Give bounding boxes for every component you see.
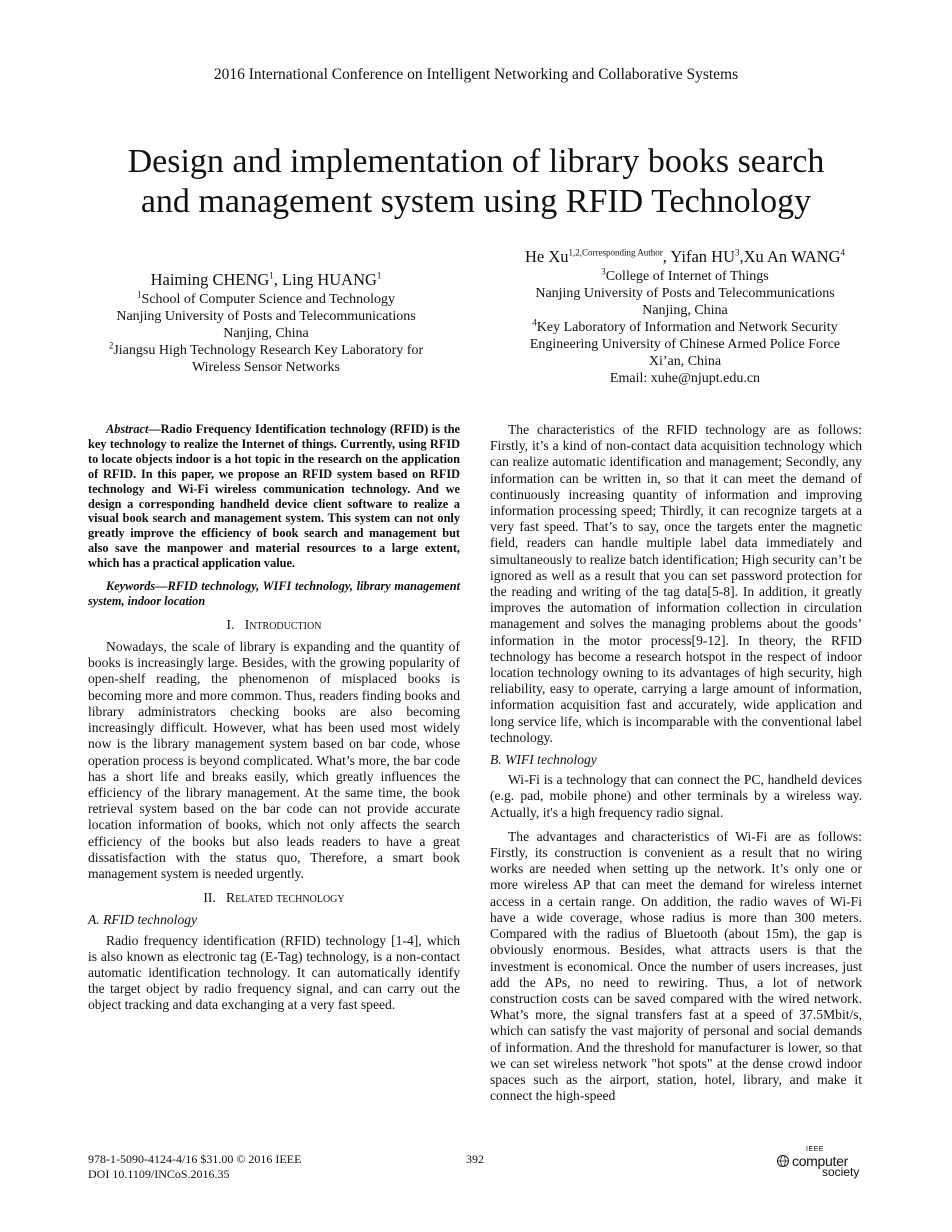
subsection-heading-wifi: B. WIFI technology: [490, 752, 597, 768]
affiliation-3-university: Nanjing University of Posts and Telecommunications: [535, 286, 835, 301]
authors-right-block: [495, 246, 875, 387]
affiliation-2: $^2$Jiangsu High Technology Research Key Laboratory for: [108, 340, 424, 358]
author-email: Email: xuhe@njupt.edu.cn: [609, 371, 761, 386]
rfid-characteristics-paragraph: The characteristics of the RFID technology are as follows: Firstly, it’s a kind of non-contact data acquisition technology which can realize automatic identification and management; Secondly, any information can be written in, so that it can meet the demand of continuously increasing quantity of information and improving information processing speed; Thirdly, it can recognize targets at a very fast speed. That’s to say, once the targets enter the magnetic field, readers can handle multiple label data immediately and simultaneously to realize batch identification; High security can’t be ignored as well as a result that you can set password protection for the reading and writing of the tag data[5-8]. In addition, it greatly improves the automation of information collection in circulation management and solves the managing problems about the goods’ information in the motor process[9-12]. In theory, the RFID technology has become a research hotspot in the respect of indoor location technology owning to its advantages of high security, high reliability, easy to operate, carrying a large amount of information, information acquisition fast and accurately, wide application and long service life, which is incomparable with the conventional label technology.: [490, 422, 862, 745]
logo-ieee-text: IEEE: [806, 1146, 824, 1153]
authors-left-block: [96, 269, 436, 376]
footer-doi: DOI 10.1109/INCoS.2016.35: [88, 1167, 230, 1181]
page-number: 392: [466, 1152, 484, 1166]
affiliation-2-line2: Wireless Sensor Networks: [192, 360, 340, 375]
wifi-paragraph-2: The advantages and characteristics of Wi-Fi are as follows: Firstly, its construction is convenient as a result that no wiring works are needed when setting up the network. It’s only one or more wireless AP that can meet the demand for wireless internet access in a certain range. On addition, the radio waves of Wi-Fi have a wide coverage, whose radius is more than 300 meters. Compared with the radius of Bluetooth (about 15m), the gap is obviously enormous. Besides, what attracts users is that the investment is economical. Once the number of users increases, just add the APs, no need to rewiring. Thus, a lot of network construction costs can be saved compared with the wired network. What’s more, the signal transfers fast at a speed of 37.5Mbit/s, which can satisfy the vast majority of personal and social demands of information. And the threshold for manufacturer is lower, so that we can set wireless network "hot spots" at the dense crowd indoor spaces such as the airport, station, hotel, library, and make it connect the high-speed: [490, 828, 862, 1104]
title-line-2: and management system using RFID Technology: [140, 183, 812, 220]
affiliation-4-line2: Engineering University of Chinese Armed Police Force: [529, 337, 841, 352]
affiliation-3: $^3$College of Internet of Things: [601, 266, 769, 284]
section-heading-related: II. Related technology: [203, 890, 345, 906]
logo-society-text: society: [822, 1165, 860, 1179]
abstract: Abstract—Radio Frequency Identification technology (RFID) is the key technology to realize the Internet of things. Currently, using RFID to locate objects indoor is a hot topic in the research on the application of RFID. In this paper, we propose an RFID system based on RFID technology and Wi-Fi wireless communication technology. And we design a corresponding handheld device client software to realize a visual book search and management system. This system can not only greatly improve the efficiency of book search and management but also save the manpower and material resources to a large extent, which has a practical application value.: [88, 422, 460, 571]
wifi-paragraph-1: Wi-Fi is a technology that can connect the PC, handheld devices (e.g. pad, mobile phone) and other terminals by a wireless way. Actually, it's a high frequency radio signal.: [490, 772, 862, 820]
affiliation-4: $^4$Key Laboratory of Information and Network Security: [532, 317, 838, 335]
authors-right-names: He $Xu^{1,2,Corresponding Author}$, Yifan $HU^3,Xu$ An WANG$^4$: [524, 247, 846, 266]
conference-header: 2016 International Conference on Intelligent Networking and Collaborative Systems: [213, 66, 739, 83]
rfid-paragraph: Radio frequency identification (RFID) technology [1-4], which is also known as electronic tag (E-Tag) technology, is a non-contact automatic identification technology. It can automatically identify the target object by radio frequency signal, and can carry out the object tracking and data exchanging at a very fast speed.: [88, 932, 460, 1013]
section-heading-introduction: I. Introduction: [226, 616, 322, 632]
footer-left: [88, 1152, 301, 1182]
logo-globe-icon: [776, 1154, 790, 1168]
affiliation-1-city: Nanjing, China: [223, 326, 309, 341]
authors-left-names: Haiming CHENG$^1$, Ling HUANG$^1$: [150, 270, 382, 289]
keywords: Keywords—RFID technology, WIFI technology, library management system, indoor location: [88, 579, 460, 608]
paper-title: [60, 142, 892, 222]
affiliation-4-city: Xi’an, China: [648, 354, 722, 369]
left-column: [88, 422, 460, 1014]
affiliation-1-university: Nanjing University of Posts and Telecommunications: [116, 309, 416, 324]
subsection-heading-rfid: A. RFID technology: [88, 912, 198, 928]
affiliation-1: $^1$School of Computer Science and Technology: [137, 289, 395, 307]
title-line-1: Design and implementation of library books search: [127, 143, 825, 180]
footer-isbn: 978-1-5090-4124-4/16 $31.00 © 2016 IEEE: [88, 1152, 302, 1166]
right-column: [490, 422, 862, 1104]
logo-computer-text: computer: [792, 1153, 848, 1169]
ieee-computer-society-logo: [776, 1146, 866, 1180]
affiliation-3-city: Nanjing, China: [642, 303, 728, 318]
introduction-paragraph: Nowadays, the scale of library is expanding and the quantity of books is increasingly large. Besides, with the growing popularity of open-shelf reading, the phenomenon of misplaced books is becoming more and more common. Thus, readers finding books and library administrators checking books are also becoming increasingly difficult. However, what has been used most widely now is the library management system based on bar code, whose operation process is beyond complicated. What’s more, the bar code has a short life and breaks easily, which greatly influences the efficiency of the library management. At the same time, the book retrieval system based on the bar code can not provide accurate location information of books, which not only affects the search efficiency of the books but also leads readers to have a great dissatisfaction with the status quo, Therefore, a smart book management system is needed urgently.: [88, 639, 460, 881]
